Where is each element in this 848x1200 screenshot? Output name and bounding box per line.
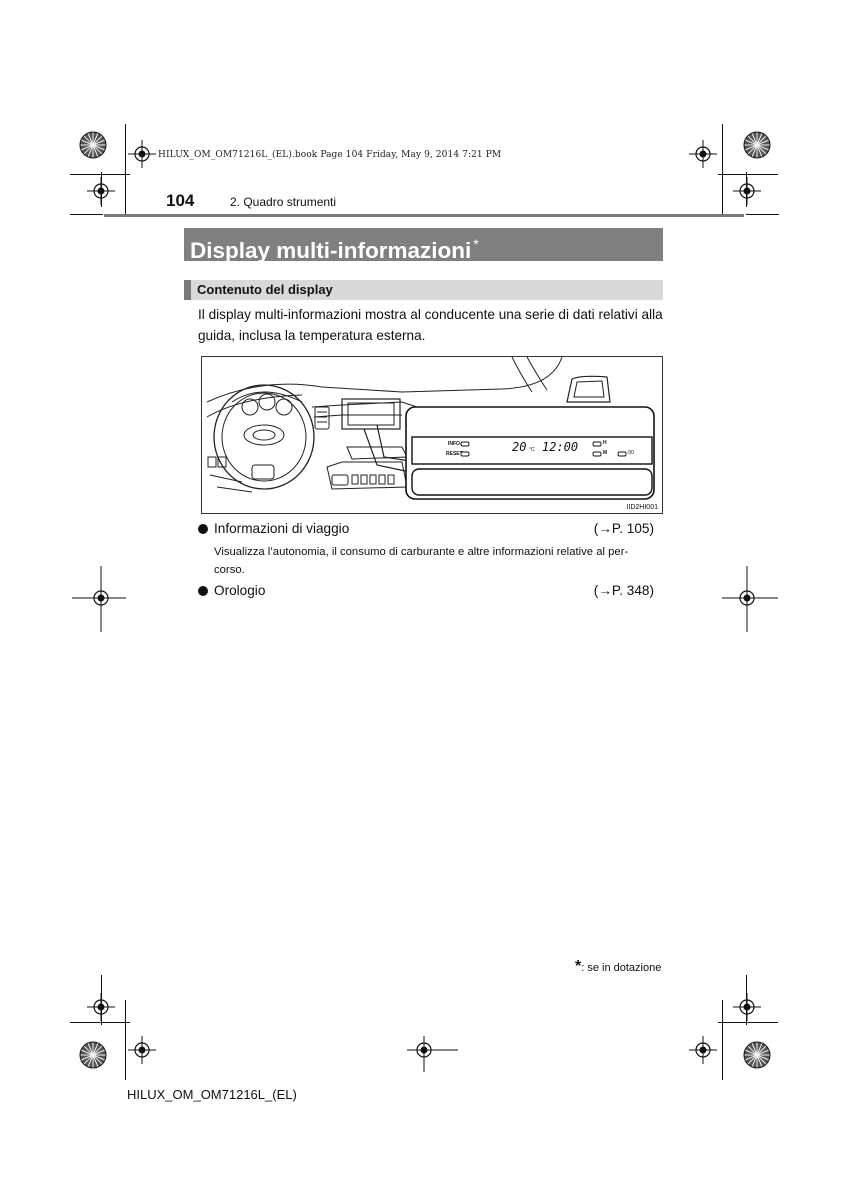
- footnote: [575, 958, 661, 976]
- item-clock-ref: (→P. 348): [593, 583, 654, 598]
- footnote-marker: *: [575, 958, 582, 975]
- intro-line-2: guida, inclusa la temperatura esterna.: [198, 328, 426, 343]
- subsection-title: Contenuto del display: [184, 280, 663, 300]
- item-clock: Orologio: [214, 583, 266, 598]
- dashboard-illustration: [201, 356, 663, 514]
- h-button-label: H: [603, 440, 607, 446]
- temperature-readout: 20: [512, 440, 527, 454]
- illustration-code: IID2HI001: [626, 504, 658, 511]
- intro-paragraph: [198, 304, 668, 346]
- page-number: 104: [166, 191, 195, 210]
- print-header: HILUX_OM_OM71216L_(EL).book Page 104 Friday, May 9, 2014 7:21 PM: [158, 150, 502, 160]
- title-marker: *: [473, 236, 479, 252]
- temperature-unit: °C: [529, 447, 535, 453]
- bullet-icon: [198, 524, 208, 534]
- item-trip-info-ref: (→P. 105): [593, 521, 654, 536]
- bullet-icon: [198, 586, 208, 596]
- clock-readout: 12:00: [542, 440, 579, 454]
- desc-line-1: Visualizza l’autonomia, il consumo di carburante e altre informazioni relative al per-: [214, 546, 629, 558]
- info-button-label: INFO.: [448, 441, 462, 447]
- page-title: [184, 228, 663, 261]
- intro-line-1: Il display multi-informazioni mostra al conducente una serie di dati relativi alla: [198, 307, 663, 322]
- reset-button-label: RESET: [446, 451, 463, 457]
- item-trip-info: Informazioni di viaggio: [214, 521, 350, 536]
- section-label: 2. Quadro strumenti: [230, 195, 337, 209]
- adjust-label: :00: [627, 450, 634, 456]
- desc-line-2: corso.: [214, 564, 245, 576]
- footnote-text: : se in dotazione: [581, 962, 662, 974]
- item-trip-info-desc: [214, 543, 664, 579]
- dashboard-drawing: [202, 357, 662, 513]
- m-button-label: M: [603, 450, 608, 456]
- page-title-text: Display multi-informazioni: [190, 238, 472, 263]
- header-rule: [104, 214, 744, 217]
- footer-doc-code: HILUX_OM_OM71216L_(EL): [127, 1087, 297, 1102]
